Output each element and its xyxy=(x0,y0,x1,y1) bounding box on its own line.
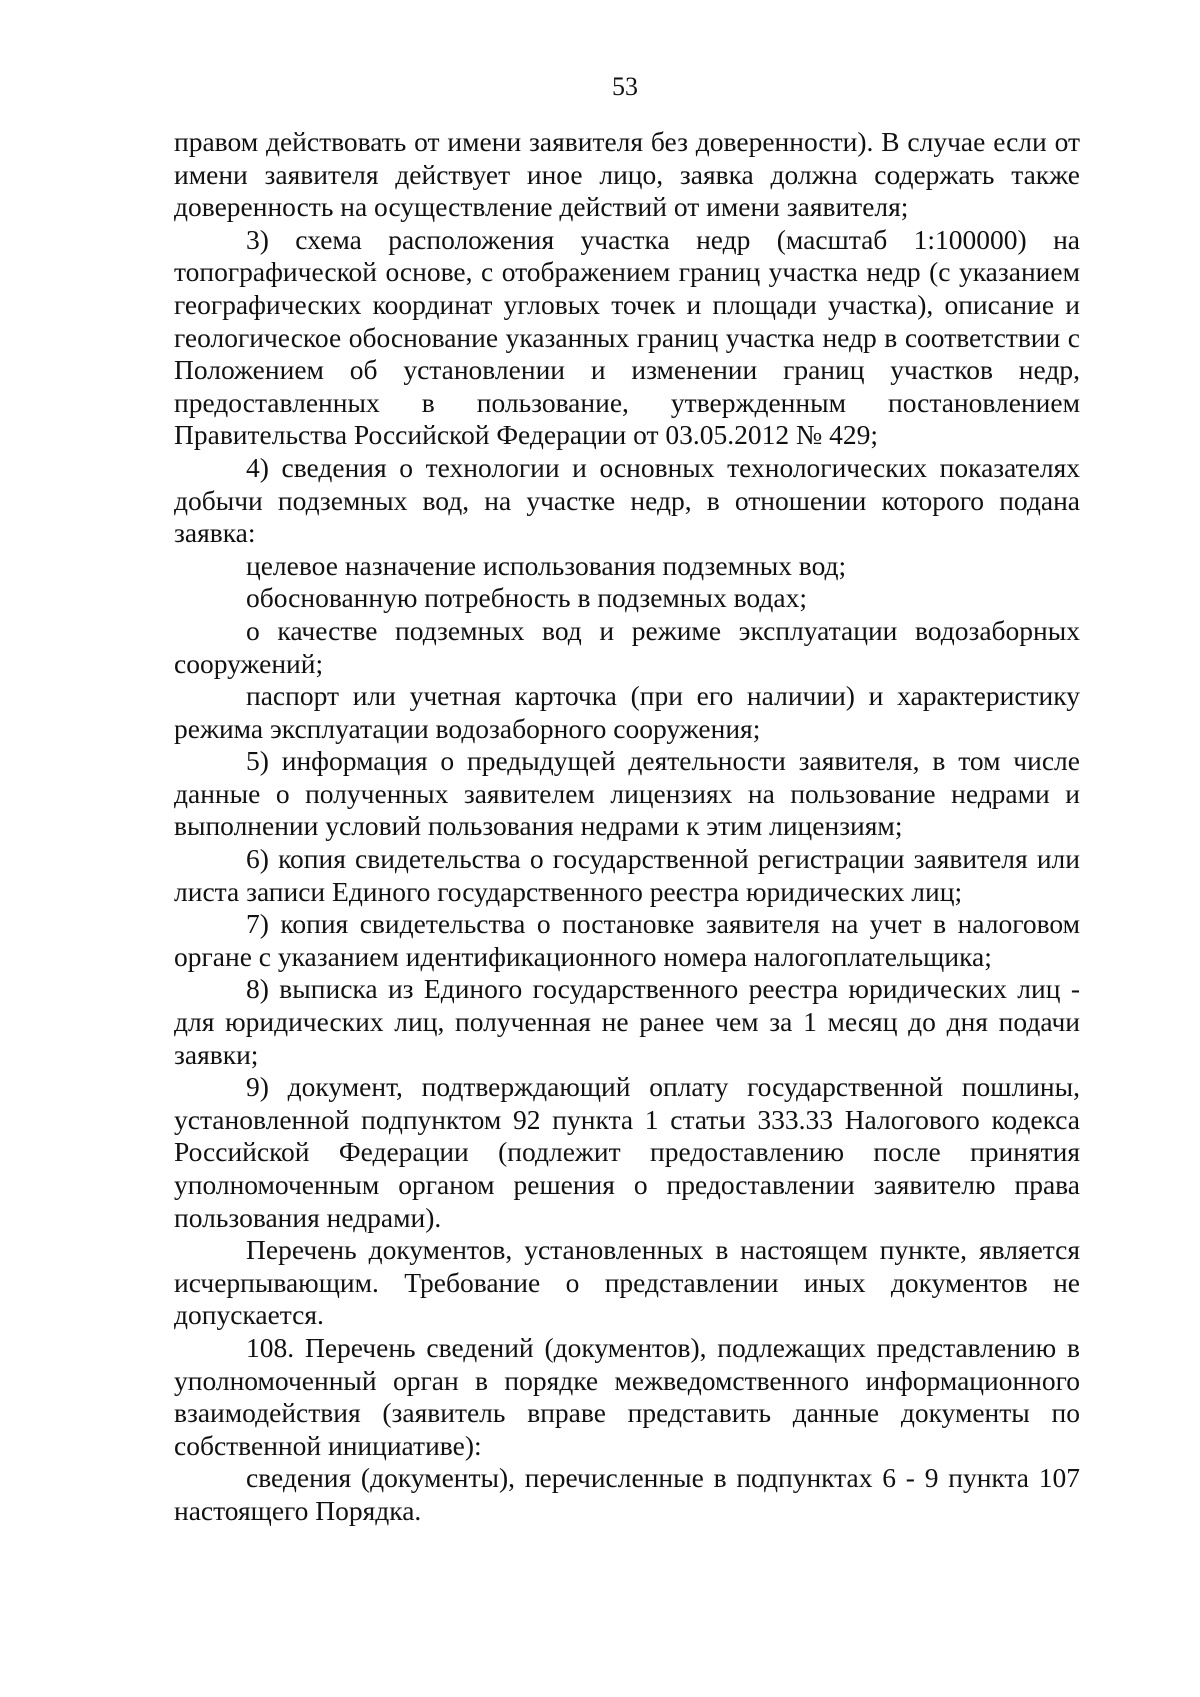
paragraph-item-4-passport: паспорт или учетная карточка (при его наличии) и характеристику режима эксплуатации водозаборного сооружения; xyxy=(174,680,1080,744)
paragraph-item-3: 3) схема расположения участка недр (масштаб 1:100000) на топографической основе, с отображением границ участка недр (с указанием географических координат угловых точек и площади участка), описание и геологическое обоснование указанных границ участка недр в соответствии с Положением об установлении и изменении границ участков недр, предоставленных в пользование, утвержденным постановлением Правительства Российской Федерации от 03.05.2012 № 429; xyxy=(174,223,1080,451)
paragraph-item-7: 7) копия свидетельства о постановке заявителя на учет в налоговом органе с указанием идентификационного номера налогоплательщика; xyxy=(174,908,1080,972)
paragraph-item-4-demand: обоснованную потребность в подземных водах; xyxy=(246,582,807,614)
paragraph-item-4: 4) сведения о технологии и основных технологических показателях добычи подземных вод, на участке недр, в отношении которого подана заявка: xyxy=(174,451,1080,549)
document-body xyxy=(174,126,1080,1528)
paragraph-continuation: правом действовать от имени заявителя без доверенности). В случае если от имени заявителя действует иное лицо, заявка должна содержать также доверенность на осуществление действий от имени заявителя; xyxy=(174,126,1080,223)
paragraph-item-4-quality: о качестве подземных вод и режиме эксплуатации водозаборных сооружений; xyxy=(174,614,1080,679)
paragraph-section-108-items: сведения (документы), перечисленные в подпунктах 6 - 9 пункта 107 настоящего Порядка. xyxy=(174,1462,1080,1526)
paragraph-exhaustive-list: Перечень документов, установленных в настоящем пункте, является исчерпывающим. Требование о представлении иных документов не допускается. xyxy=(174,1234,1080,1331)
paragraph-item-5: 5) информация о предыдущей деятельности заявителя, в том числе данные о полученных заявителем лицензиях на пользование недрами и выполнении условий пользования недрами к этим лицензиям; xyxy=(174,745,1080,842)
page-number: 53 xyxy=(612,72,638,101)
paragraph-item-9: 9) документ, подтверждающий оплату государственной пошлины, установленной подпунктом 92 пункта 1 статьи 333.33 Налогового кодекса Российской Федерации (подлежит предоставлению после принятия уполномоченным органом решения о предоставлении заявителю права пользования недрами). xyxy=(174,1071,1080,1233)
paragraph-item-6: 6) копия свидетельства о государственной регистрации заявителя или листа записи Единого государственного реестра юридических лиц; xyxy=(174,843,1080,907)
paragraph-item-4-purpose: целевое назначение использования подземных вод; xyxy=(246,549,847,581)
paragraph-section-108: 108. Перечень сведений (документов), подлежащих представлению в уполномоченный орган в порядке межведомственного информационного взаимодействия (заявитель вправе представить данные документы по собственной инициативе): xyxy=(174,1331,1080,1461)
paragraph-item-8: 8) выписка из Единого государственного реестра юридических лиц - для юридических лиц, полученная не ранее чем за 1 месяц до дня подачи заявки; xyxy=(174,973,1080,1070)
